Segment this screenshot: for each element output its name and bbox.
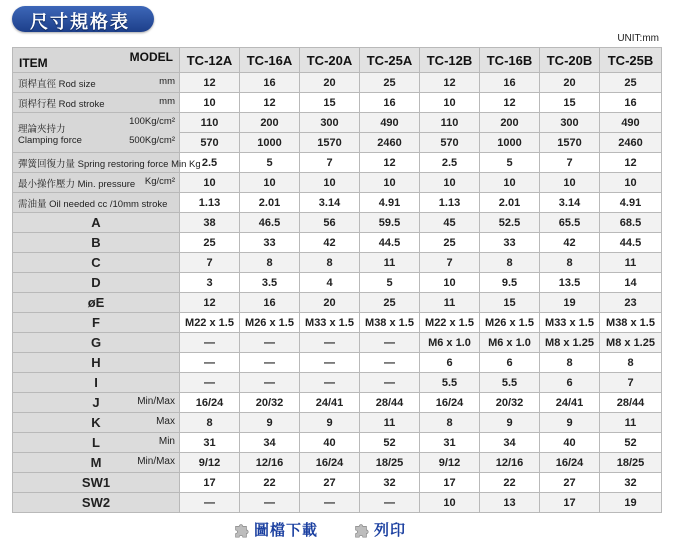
model-column-header: TC-25B	[600, 48, 662, 73]
table-cell: 3.14	[540, 193, 600, 213]
table-cell: 16/24	[420, 393, 480, 413]
table-cell: 16	[480, 73, 540, 93]
table-cell: M22 x 1.5	[180, 313, 240, 333]
table-cell: 490	[360, 113, 420, 133]
table-cell: 56	[300, 213, 360, 233]
print-label: 列印	[374, 521, 407, 539]
dimension-symbol	[13, 253, 180, 273]
dimension-row	[13, 393, 662, 413]
spec-table	[12, 47, 662, 513]
table-cell: 5	[360, 273, 420, 293]
table-cell: 3	[180, 273, 240, 293]
table-cell: 1.13	[180, 193, 240, 213]
table-cell: 12	[600, 153, 662, 173]
row-unit: Kg/cm²	[144, 176, 175, 187]
table-cell: 11	[420, 293, 480, 313]
table-cell: 10	[420, 173, 480, 193]
table-cell: —	[240, 333, 300, 353]
table-cell: 1570	[540, 133, 600, 153]
table-cell: M33 x 1.5	[300, 313, 360, 333]
dimension-symbol	[13, 273, 180, 293]
table-cell: —	[180, 493, 240, 513]
model-column-header: TC-12B	[420, 48, 480, 73]
dimension-unit: Max	[156, 416, 175, 427]
dimension-symbol	[13, 313, 180, 333]
table-cell: 16	[360, 93, 420, 113]
table-cell: M8 x 1.25	[540, 333, 600, 353]
spec-row-label	[13, 93, 180, 113]
dimension-symbol-text: M	[90, 455, 102, 470]
table-cell: 31	[180, 433, 240, 453]
item-header: ITEM	[19, 56, 48, 70]
table-cell: 1000	[480, 133, 540, 153]
table-cell: 8	[600, 353, 662, 373]
download-label: 圖檔下載	[254, 521, 319, 539]
dimension-row	[13, 273, 662, 293]
dimension-symbol	[13, 453, 180, 473]
table-cell: 10	[540, 173, 600, 193]
table-cell: —	[300, 493, 360, 513]
header-row	[13, 48, 662, 73]
table-cell: 15	[300, 93, 360, 113]
table-cell: 5.5	[480, 373, 540, 393]
table-cell: 3.14	[300, 193, 360, 213]
table-cell: 7	[600, 373, 662, 393]
table-cell: 8	[300, 253, 360, 273]
table-cell: 45	[420, 213, 480, 233]
footer-links	[0, 519, 676, 541]
table-cell: M38 x 1.5	[600, 313, 662, 333]
table-cell: 27	[540, 473, 600, 493]
dimension-symbol	[13, 473, 180, 493]
print-link[interactable]	[352, 519, 406, 540]
table-cell: M6 x 1.0	[480, 333, 540, 353]
table-cell: 13.5	[540, 273, 600, 293]
dimension-row	[13, 453, 662, 473]
table-cell: 44.5	[360, 233, 420, 253]
table-cell: 7	[540, 153, 600, 173]
table-cell: 10	[300, 173, 360, 193]
dimension-row	[13, 293, 662, 313]
table-cell: 9.5	[480, 273, 540, 293]
table-cell: 10	[360, 173, 420, 193]
table-cell: 12	[480, 93, 540, 113]
dimension-symbol	[13, 213, 180, 233]
dimension-row	[13, 413, 662, 433]
table-cell: 20/32	[240, 393, 300, 413]
table-cell: M22 x 1.5	[420, 313, 480, 333]
table-cell: 2.01	[480, 193, 540, 213]
spec-row	[13, 113, 662, 133]
dimension-symbol	[13, 333, 180, 353]
table-cell: 22	[480, 473, 540, 493]
puzzle-icon	[232, 521, 250, 539]
puzzle-icon	[352, 521, 370, 539]
table-cell: 200	[240, 113, 300, 133]
table-cell: 38	[180, 213, 240, 233]
dimension-symbol-text: H	[91, 355, 101, 370]
table-cell: 1.13	[420, 193, 480, 213]
dimension-row	[13, 433, 662, 453]
table-cell: 25	[180, 233, 240, 253]
dimension-symbol-text: K	[91, 415, 101, 430]
dimension-symbol	[13, 373, 180, 393]
dimension-symbol	[13, 433, 180, 453]
table-cell: 11	[600, 413, 662, 433]
model-column-header: TC-25A	[360, 48, 420, 73]
table-cell: 490	[600, 113, 662, 133]
table-cell: 25	[600, 73, 662, 93]
table-cell: 12/16	[480, 453, 540, 473]
table-cell: 17	[420, 473, 480, 493]
dimension-unit: Min	[158, 436, 175, 447]
table-cell: —	[360, 493, 420, 513]
table-cell: M8 x 1.25	[600, 333, 662, 353]
table-cell: M26 x 1.5	[480, 313, 540, 333]
table-cell: 68.5	[600, 213, 662, 233]
dimension-symbol	[13, 413, 180, 433]
table-cell: —	[180, 333, 240, 353]
dimension-row	[13, 373, 662, 393]
dimension-symbol-text: SW1	[81, 475, 111, 490]
table-cell: 5	[480, 153, 540, 173]
table-cell: 2.01	[240, 193, 300, 213]
table-cell: 8	[540, 253, 600, 273]
table-cell: 300	[540, 113, 600, 133]
table-cell: 300	[300, 113, 360, 133]
table-cell: M26 x 1.5	[240, 313, 300, 333]
table-cell: 10	[180, 93, 240, 113]
table-cell: M38 x 1.5	[360, 313, 420, 333]
table-cell: —	[300, 373, 360, 393]
dimension-symbol	[13, 233, 180, 253]
table-cell: 11	[360, 413, 420, 433]
model-header: MODEL	[129, 50, 173, 64]
table-cell: —	[180, 353, 240, 373]
dimension-unit: Min/Max	[137, 456, 175, 467]
table-cell: 8	[240, 253, 300, 273]
dimension-symbol-text: A	[91, 215, 101, 230]
table-cell: 9	[540, 413, 600, 433]
table-cell: 2460	[360, 133, 420, 153]
table-cell: 17	[540, 493, 600, 513]
dimension-row	[13, 233, 662, 253]
table-cell: 23	[600, 293, 662, 313]
dimension-symbol	[13, 393, 180, 413]
dimension-symbol	[13, 293, 180, 313]
table-cell: 12	[360, 153, 420, 173]
item-model-header	[13, 48, 180, 73]
dimension-symbol-text: C	[91, 255, 101, 270]
table-cell: 5.5	[420, 373, 480, 393]
table-cell: 20	[300, 73, 360, 93]
row-label: 需油量 Oil needed cc /10mm stroke	[18, 199, 168, 210]
table-cell: 2460	[600, 133, 662, 153]
table-cell: 16/24	[300, 453, 360, 473]
table-cell: 8	[540, 353, 600, 373]
dimension-row	[13, 333, 662, 353]
dimension-row	[13, 493, 662, 513]
table-cell: 59.5	[360, 213, 420, 233]
table-cell: —	[360, 333, 420, 353]
dimension-row	[13, 213, 662, 233]
table-cell: 28/44	[600, 393, 662, 413]
table-cell: 110	[420, 113, 480, 133]
table-cell: 34	[480, 433, 540, 453]
row-label: 頂桿直徑 Rod size	[18, 79, 96, 90]
table-cell: —	[180, 373, 240, 393]
table-cell: 10	[420, 273, 480, 293]
model-column-header: TC-16B	[480, 48, 540, 73]
table-cell: 24/41	[300, 393, 360, 413]
table-cell: 4	[300, 273, 360, 293]
dimension-symbol-text: øE	[87, 295, 105, 310]
table-cell: M33 x 1.5	[540, 313, 600, 333]
dimension-row	[13, 313, 662, 333]
row-unit: 100Kg/cm²	[129, 116, 175, 127]
table-cell: 40	[540, 433, 600, 453]
table-cell: 7	[300, 153, 360, 173]
table-cell: 1570	[300, 133, 360, 153]
table-cell: —	[360, 373, 420, 393]
table-cell: 40	[300, 433, 360, 453]
table-cell: —	[360, 353, 420, 373]
table-cell: 14	[600, 273, 662, 293]
spec-row	[13, 193, 662, 213]
table-cell: 25	[420, 233, 480, 253]
table-cell: 10	[480, 173, 540, 193]
model-column-header: TC-16A	[240, 48, 300, 73]
table-cell: 42	[540, 233, 600, 253]
dimension-symbol-text: SW2	[81, 495, 111, 510]
row-unit-secondary: 500Kg/cm²	[129, 135, 175, 146]
table-cell: 16	[240, 293, 300, 313]
dimension-symbol-text: L	[92, 435, 100, 450]
table-cell: 7	[420, 253, 480, 273]
table-cell: 12	[180, 73, 240, 93]
table-cell: 32	[360, 473, 420, 493]
row-unit: mm	[159, 76, 175, 87]
table-cell: 200	[480, 113, 540, 133]
table-cell: 8	[480, 253, 540, 273]
table-cell: 10	[420, 93, 480, 113]
table-cell: 19	[600, 493, 662, 513]
dimension-symbol-text: J	[92, 395, 100, 410]
dimension-symbol-text: D	[91, 275, 101, 290]
table-cell: 16	[600, 93, 662, 113]
row-unit: mm	[159, 96, 175, 107]
table-cell: 12	[420, 73, 480, 93]
spec-row-label	[13, 73, 180, 93]
table-cell: 7	[180, 253, 240, 273]
spec-row-label	[13, 113, 180, 153]
table-cell: 5	[240, 153, 300, 173]
table-cell: 25	[360, 293, 420, 313]
table-cell: 8	[180, 413, 240, 433]
table-cell: 570	[420, 133, 480, 153]
spec-row	[13, 173, 662, 193]
spec-row	[13, 73, 662, 93]
table-cell: 20/32	[480, 393, 540, 413]
table-cell: 6	[540, 373, 600, 393]
table-cell: 1000	[240, 133, 300, 153]
table-cell: 15	[480, 293, 540, 313]
table-cell: 31	[420, 433, 480, 453]
table-cell: —	[300, 333, 360, 353]
table-cell: 10	[240, 173, 300, 193]
table-cell: 52	[600, 433, 662, 453]
table-cell: 9	[240, 413, 300, 433]
table-cell: 2.5	[420, 153, 480, 173]
spec-row	[13, 93, 662, 113]
dimension-row	[13, 353, 662, 373]
table-cell: 19	[540, 293, 600, 313]
table-cell: 6	[480, 353, 540, 373]
table-cell: 110	[180, 113, 240, 133]
table-cell: —	[240, 373, 300, 393]
spec-row	[13, 153, 662, 173]
table-cell: 12	[240, 93, 300, 113]
spec-row-label	[13, 173, 180, 193]
table-cell: 4.91	[600, 193, 662, 213]
dimension-symbol	[13, 353, 180, 373]
table-cell: 52.5	[480, 213, 540, 233]
table-cell: 32	[600, 473, 662, 493]
row-label: 理論夾持力	[18, 124, 66, 135]
spec-row-label	[13, 193, 180, 213]
table-cell: 18/25	[360, 453, 420, 473]
table-cell: 42	[300, 233, 360, 253]
table-cell: —	[240, 353, 300, 373]
table-cell: 2.5	[180, 153, 240, 173]
dimension-symbol-text: F	[92, 315, 100, 330]
dimension-unit: Min/Max	[137, 396, 175, 407]
table-cell: 9	[480, 413, 540, 433]
page-title-badge	[12, 6, 154, 32]
table-cell: 10	[420, 493, 480, 513]
dimension-symbol	[13, 493, 180, 513]
table-cell: 570	[180, 133, 240, 153]
table-cell: 15	[540, 93, 600, 113]
table-cell: 10	[600, 173, 662, 193]
dimension-row	[13, 473, 662, 493]
table-cell: 25	[360, 73, 420, 93]
table-cell: —	[240, 493, 300, 513]
table-cell: 16	[240, 73, 300, 93]
spec-row-label	[13, 153, 201, 173]
table-cell: 44.5	[600, 233, 662, 253]
model-column-header: TC-20A	[300, 48, 360, 73]
table-cell: 13	[480, 493, 540, 513]
dimension-row	[13, 253, 662, 273]
table-cell: 16/24	[180, 393, 240, 413]
table-cell: 3.5	[240, 273, 300, 293]
table-cell: 28/44	[360, 393, 420, 413]
table-cell: 10	[180, 173, 240, 193]
table-cell: 9	[300, 413, 360, 433]
row-label: 最小操作壓力 Min. pressure	[18, 179, 136, 190]
table-cell: 34	[240, 433, 300, 453]
table-cell: 33	[480, 233, 540, 253]
unit-note: UNIT:mm	[617, 33, 659, 44]
row-label: 彈簧回復力量 Spring restoring force Min Kg	[18, 159, 201, 170]
table-cell: 17	[180, 473, 240, 493]
table-cell: 33	[240, 233, 300, 253]
table-cell: 20	[540, 73, 600, 93]
table-cell: 22	[240, 473, 300, 493]
model-column-header: TC-20B	[540, 48, 600, 73]
dimension-symbol-text: I	[94, 375, 98, 390]
table-cell: 12	[180, 293, 240, 313]
table-cell: 24/41	[540, 393, 600, 413]
page-title: 尺寸規格表	[30, 12, 130, 33]
table-cell: 16/24	[540, 453, 600, 473]
table-cell: 9/12	[420, 453, 480, 473]
table-cell: 11	[600, 253, 662, 273]
row-label: 頂桿行程 Rod stroke	[18, 99, 105, 110]
table-cell: 46.5	[240, 213, 300, 233]
download-drawing-link[interactable]	[232, 519, 318, 540]
table-cell: 8	[420, 413, 480, 433]
dimension-symbol-text: B	[91, 235, 101, 250]
table-cell: —	[300, 353, 360, 373]
table-cell: 11	[360, 253, 420, 273]
table-cell: 65.5	[540, 213, 600, 233]
row-label-secondary: Clamping force	[18, 135, 82, 146]
table-cell: 20	[300, 293, 360, 313]
dimension-symbol-text: G	[90, 335, 102, 350]
model-column-header: TC-12A	[180, 48, 240, 73]
table-cell: 6	[420, 353, 480, 373]
table-cell: M6 x 1.0	[420, 333, 480, 353]
table-cell: 4.91	[360, 193, 420, 213]
table-cell: 12/16	[240, 453, 300, 473]
table-cell: 27	[300, 473, 360, 493]
table-cell: 52	[360, 433, 420, 453]
table-cell: 18/25	[600, 453, 662, 473]
table-cell: 9/12	[180, 453, 240, 473]
